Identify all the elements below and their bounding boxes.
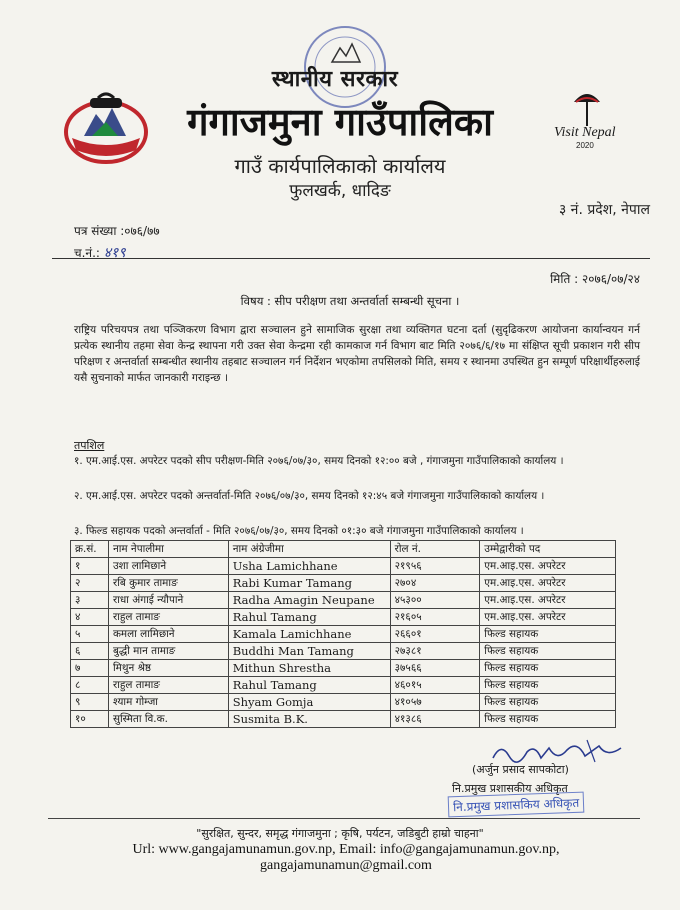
municipality-name: गंगाजमुना गाउँपालिका — [187, 100, 493, 144]
serial-cell: ९ — [71, 694, 109, 711]
table-row — [71, 558, 616, 575]
nepali-name-cell: मिथुन श्रेष्ठ — [108, 660, 228, 677]
english-name-cell: Rahul Tamang — [228, 677, 390, 694]
nepali-name-cell: कमला लामिछाने — [108, 626, 228, 643]
roll-number-cell: २७०४ — [390, 575, 480, 592]
column-header: उम्मेद्वारीको पद — [480, 541, 616, 558]
english-name-cell: Susmita B.K. — [228, 711, 390, 728]
table-row — [71, 660, 616, 677]
local-government-label: स्थानीय सरकार — [271, 67, 399, 92]
candidate-table — [70, 540, 616, 728]
table-row — [71, 592, 616, 609]
signer-name: (अर्जुन प्रसाद सापकोटा) — [472, 763, 569, 776]
office-address: फुलखर्क, धादिङ — [289, 181, 391, 201]
nepali-name-cell: रबि कुमार तामाङ — [108, 575, 228, 592]
roll-number-cell: २१९५६ — [390, 558, 480, 575]
letter-subject: विषय : सीप परीक्षण तथा अन्तर्वार्ता सम्बन्धी सूचना । — [240, 294, 460, 308]
roll-number-cell: ४६०१५ — [390, 677, 480, 694]
nepali-name-cell: राधा अंगाई न्यौपाने — [108, 592, 228, 609]
visit-logo-text: Visit Nepal — [554, 125, 616, 140]
dispatch-value: ४१९ — [103, 245, 126, 261]
column-header: रोल नं. — [390, 541, 480, 558]
visit-logo-year: 2020 — [576, 141, 594, 150]
english-name-cell: Radha Amagin Neupane — [228, 592, 390, 609]
serial-cell: १० — [71, 711, 109, 728]
post-cell: फिल्ड सहायक — [480, 643, 616, 660]
table-row — [71, 609, 616, 626]
table-row — [71, 626, 616, 643]
serial-cell: ७ — [71, 660, 109, 677]
column-header: नाम नेपालीमा — [108, 541, 228, 558]
serial-cell: ४ — [71, 609, 109, 626]
office-name: गाउँ कार्यपालिकाको कार्यालय — [234, 154, 446, 178]
roll-number-cell: २६६०१ — [390, 626, 480, 643]
letter-date: मिति : २०७६/०७/२४ — [550, 272, 640, 286]
nepali-name-cell: राहुल तामाङ — [108, 677, 228, 694]
dispatch-label: च.नं.: — [74, 246, 100, 260]
english-name-cell: Rabi Kumar Tamang — [228, 575, 390, 592]
post-cell: एम.आइ.एस. अपरेटर — [480, 609, 616, 626]
roll-number-cell: ४१३८६ — [390, 711, 480, 728]
nepali-name-cell: सुस्मिता वि.क. — [108, 711, 228, 728]
dispatch-number — [74, 243, 126, 262]
table-row — [71, 677, 616, 694]
post-cell: फिल्ड सहायक — [480, 711, 616, 728]
post-cell: एम.आइ.एस. अपरेटर — [480, 558, 616, 575]
nepali-name-cell: राहुल तामाङ — [108, 609, 228, 626]
serial-cell: २ — [71, 575, 109, 592]
letter-number: पत्र संख्या :०७६/७७ — [74, 224, 160, 238]
table-row — [71, 711, 616, 728]
english-name-cell: Kamala Lamichhane — [228, 626, 390, 643]
signer-title: नि.प्रमुख प्रशासकीय अधिकृत — [452, 782, 568, 795]
serial-cell: ३ — [71, 592, 109, 609]
footer-slogan: "सुरक्षित, सुन्दर, समृद्ध गंगाजमुना ; कृषि, पर्यटन, जडिबुटी हाम्रो चाहना" — [196, 827, 484, 840]
detail-item: २. एम.आई.एस. अपरेटर पदको अन्तर्वार्ता-मिति २०७६/०७/३०, समय दिनको १२:४५ बजे गंगाजमुना गाउँपालिकाको कार्यालय । — [74, 490, 545, 502]
english-name-cell: Rahul Tamang — [228, 609, 390, 626]
serial-cell: ८ — [71, 677, 109, 694]
nepali-name-cell: उशा लामिछाने — [108, 558, 228, 575]
roll-number-cell: २१६०५ — [390, 609, 480, 626]
roll-number-cell: ४१०५७ — [390, 694, 480, 711]
column-header: क्र.सं. — [71, 541, 109, 558]
table-header-row — [71, 541, 616, 558]
detail-item: १. एम.आई.एस. अपरेटर पदको सीप परीक्षण-मिति २०७६/०७/३०, समय दिनको १२:०० बजे , गंगाजमुना गाउँपालिकाको कार्यालय । — [74, 455, 564, 467]
roll-number-cell: २७३८१ — [390, 643, 480, 660]
post-cell: एम.आइ.एस. अपरेटर — [480, 575, 616, 592]
post-cell: फिल्ड सहायक — [480, 660, 616, 677]
serial-cell: ६ — [71, 643, 109, 660]
post-cell: फिल्ड सहायक — [480, 626, 616, 643]
visit-nepal-logo — [550, 84, 624, 154]
post-cell: फिल्ड सहायक — [480, 694, 616, 711]
province-label: ३ नं. प्रदेश, नेपाल — [558, 202, 650, 218]
footer-divider — [48, 818, 640, 819]
roll-number-cell: ३७५६६ — [390, 660, 480, 677]
serial-cell: ५ — [71, 626, 109, 643]
roll-number-cell: ४५३०० — [390, 592, 480, 609]
table-row — [71, 694, 616, 711]
details-heading: तपशिल — [74, 439, 105, 452]
post-cell: फिल्ड सहायक — [480, 677, 616, 694]
header-divider — [52, 258, 650, 259]
english-name-cell: Usha Lamichhane — [228, 558, 390, 575]
column-header: नाम अंग्रेजीमा — [228, 541, 390, 558]
detail-item: ३. फिल्ड सहायक पदको अन्तर्वार्ता - मिति २०७६/०७/३०, समय दिनको ०१:३० बजे गंगाजमुना गाउँपालिकाको कार्यालय । — [74, 525, 524, 537]
english-name-cell: Shyam Gomja — [228, 694, 390, 711]
nepali-name-cell: श्याम गोम्जा — [108, 694, 228, 711]
letter-body: राष्ट्रिय परिचयपत्र तथा पञ्जिकरण विभाग द्वारा सञ्चालन हुने सामाजिक सुरक्षा तथा व्यक्तिगत घटना दर्ता (सुदृढिकरण आयोजना कार्यान्वयन गर्न प्रत्येक स्थानीय तहमा सेवा केन्द्र स्थापना गरी उक्त सेवा केन्द्रमा रही कामकाज गर्न विभाग बाट मिति २०७६/६/१७ मा संक्षिप्त सूची प्रकाशन गरी सीप परिक्षण र अन्तर्वार्ता सम्बन्धीत स्थानीय तहबाट सञ्चालन गर्न निर्देशन भएकोमा तपसिलको मिति, समय र स्थानमा उपस्थित हुन सम्पूर्ण परिक्षार्थीहरुलाई यसै सुचनाको मार्फत जानकारी गराइन्छ । — [74, 324, 640, 384]
nepal-emblem-icon — [62, 92, 150, 164]
nepali-name-cell: बुद्धी मान तामाङ — [108, 643, 228, 660]
post-cell: एम.आइ.एस. अपरेटर — [480, 592, 616, 609]
english-name-cell: Mithun Shrestha — [228, 660, 390, 677]
english-name-cell: Buddhi Man Tamang — [228, 643, 390, 660]
footer-contact: Url: www.gangajamunamun.gov.np, Email: info@gangajamunamun.gov.np, gangajamunamun@gmail.com — [132, 842, 560, 873]
serial-cell: १ — [71, 558, 109, 575]
table-row — [71, 575, 616, 592]
official-stamp: नि.प्रमुख प्रशासकिय अधिकृत — [448, 792, 585, 818]
table-row — [71, 643, 616, 660]
